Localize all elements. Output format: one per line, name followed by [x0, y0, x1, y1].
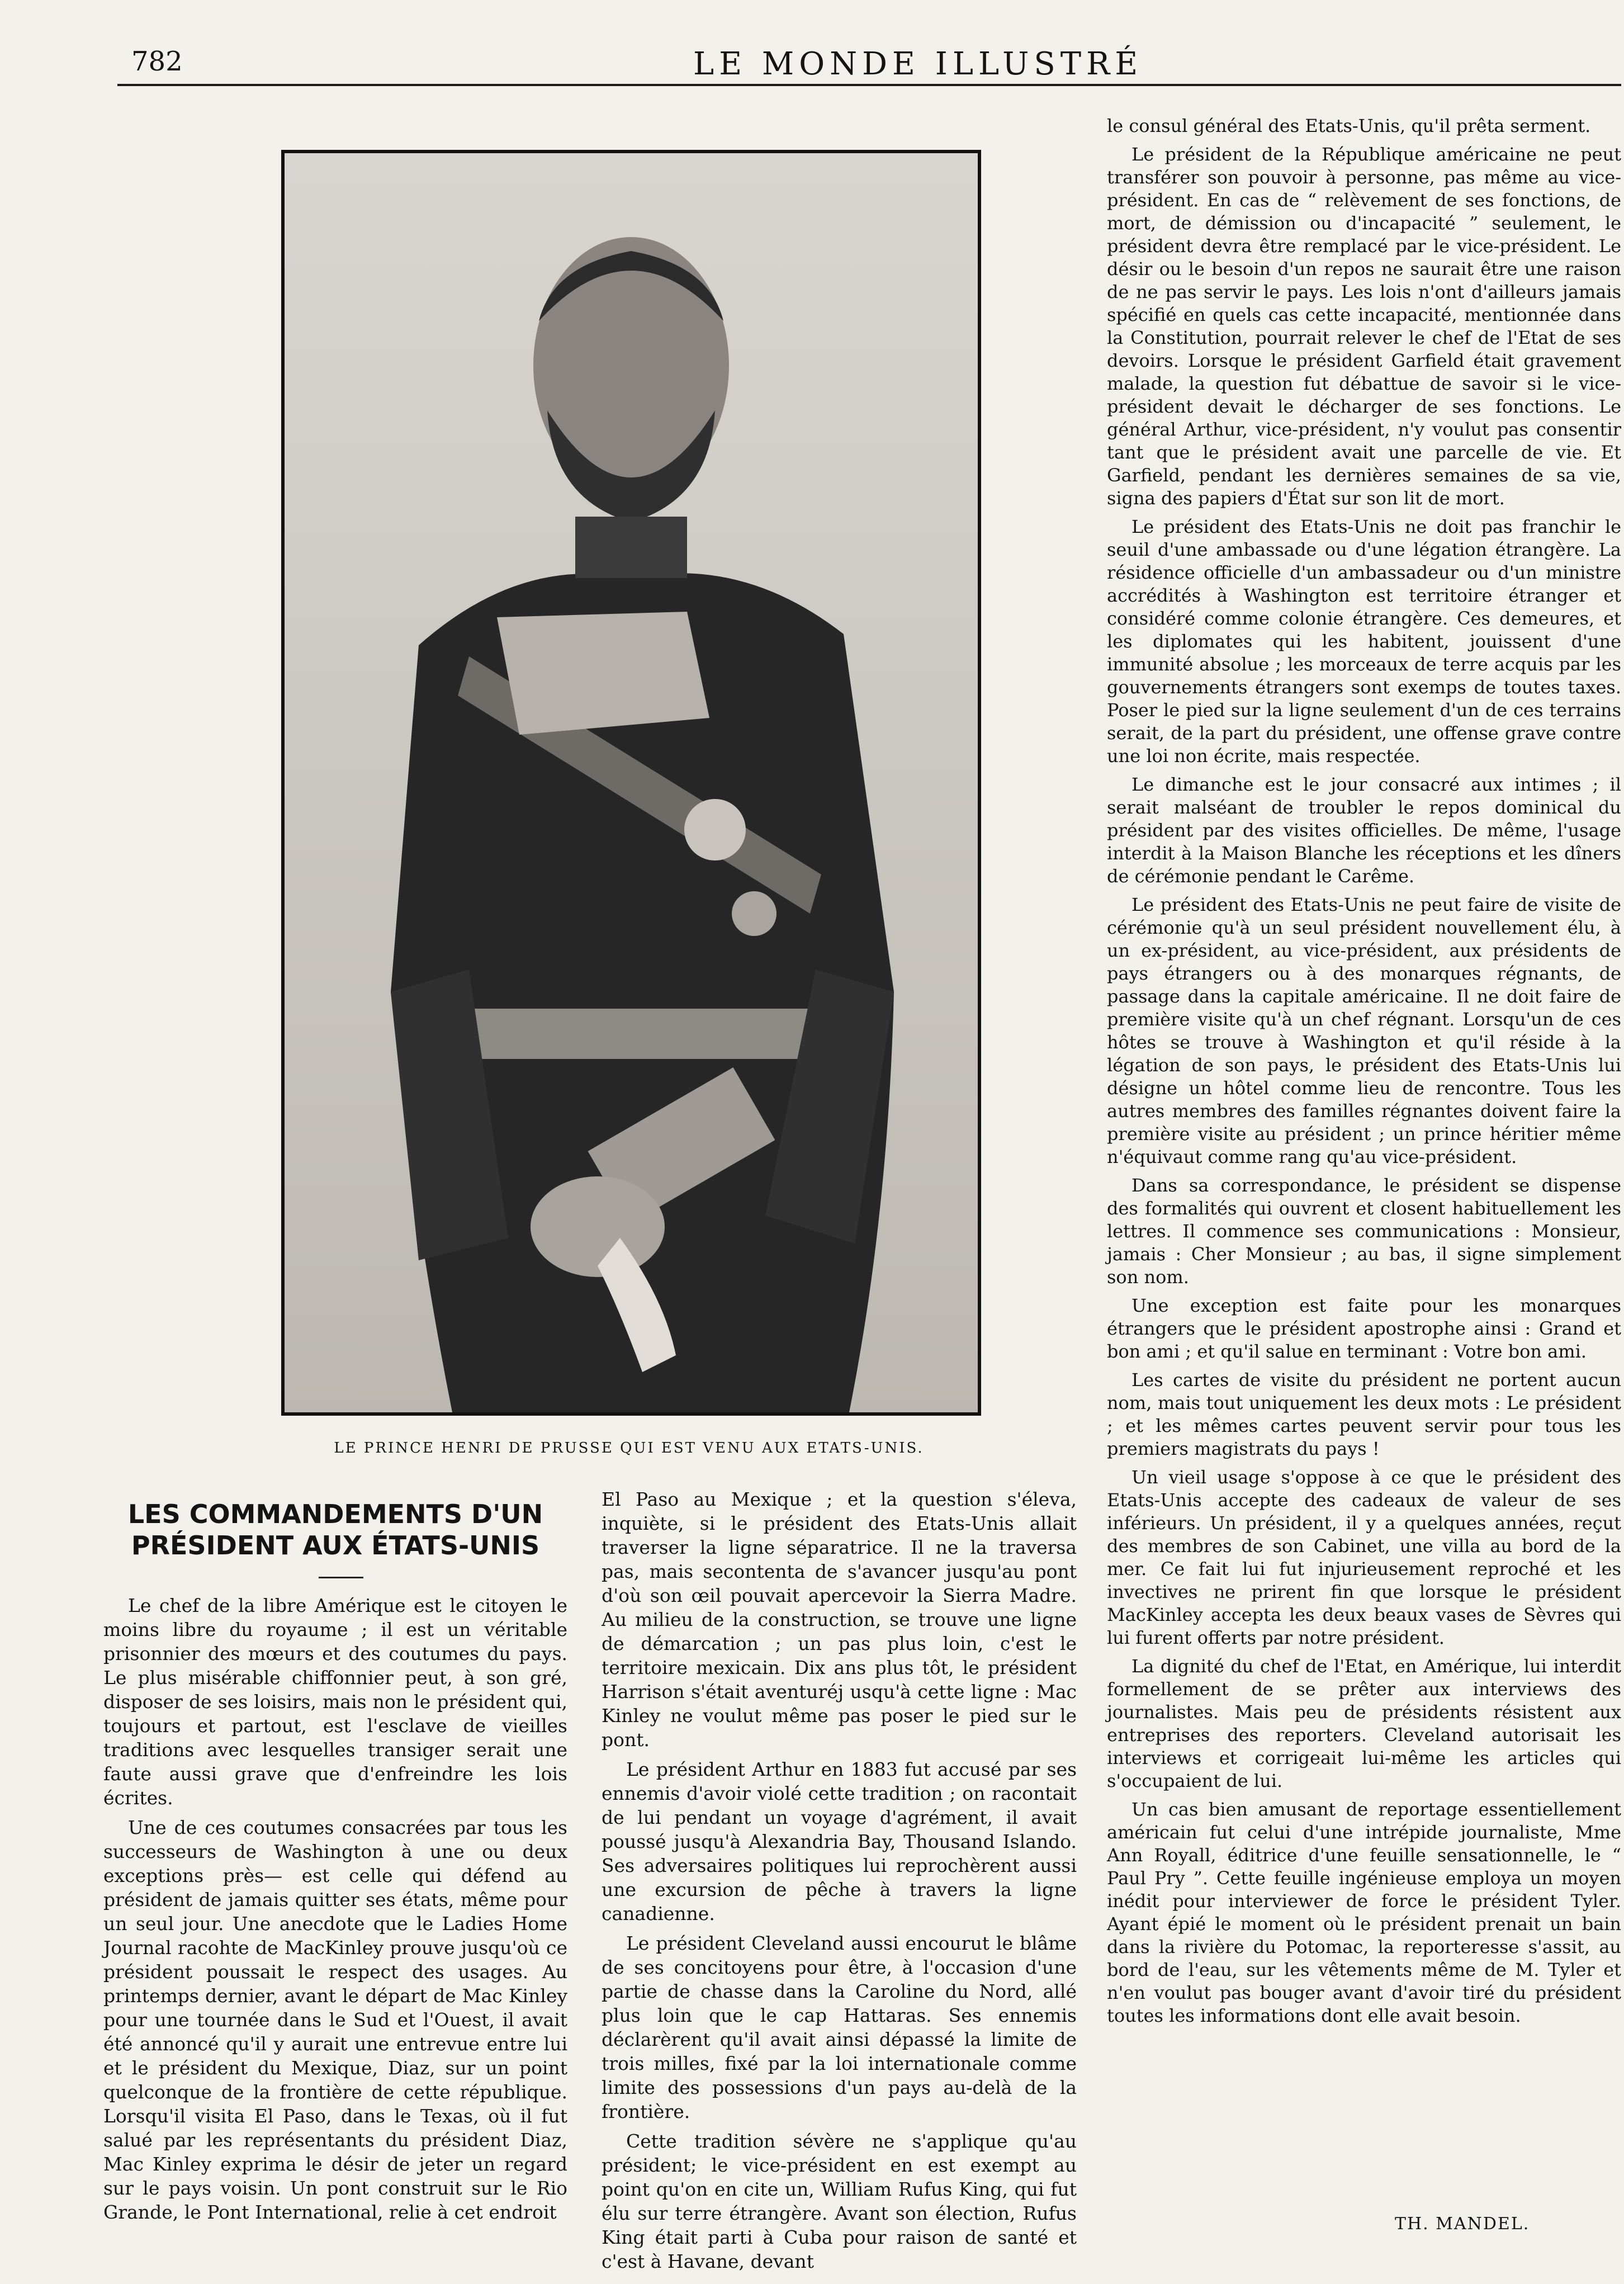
- portrait-photograph: [281, 150, 981, 1416]
- paragraph: Le président des Etats-Unis ne peut faire de visite de cérémonie qu'à un seul président nouvellement élu, à un ex-président, au vice-président, aux présidents de pays étrangers ou à des monarques régnants, de passage dans la capitale américaine. Il ne doit faire de première visite qu'à un chef régnant. Lorsqu'un de ces hôtes se trouve à Washington et qu'il réside à la légation de son pays, le président des Etats-Unis lui désigne un hôtel comme lieu de rencontre. Tous les autres membres des familles régnantes doivent faire la première visite au président ; un prince héritier même n'équivaut comme rang qu'au vice-président.: [1107, 894, 1621, 1167]
- text-column-left: [103, 1593, 567, 2230]
- paragraph: Le président Arthur en 1883 fut accusé par ses ennemis d'avoir violé cette tradition ; on racontait de lui pendant un voyage d'agrément, il avait poussé jusqu'à Alexandria Bay, Thousand Islando. Ses adversaires politiques lui reprochèrent aussi une excursion de pêche à travers la ligne canadienne.: [602, 1758, 1077, 1924]
- paragraph: Cette tradition sévère ne s'applique qu'au président; le vice-président en est exempt au point qu'on en cite un, William Rufus King, qui fut élu sur terre étrangère. Avant son élection, Rufus King était parti à Cuba pour raison de santé et c'est à Havane, devant: [602, 2130, 1077, 2272]
- text-column-right: [1107, 115, 1621, 2033]
- title-divider: [319, 1577, 363, 1578]
- photo-caption: LE PRINCE HENRI DE PRUSSE QUI EST VENU AUX ETATS-UNIS.: [334, 1440, 924, 1457]
- paragraph: le consul général des Etats-Unis, qu'il prêta serment.: [1107, 115, 1591, 136]
- paragraph: Le président Cleveland aussi encourut le blâme de ses concitoyens pour être, à l'occasion d'une partie de chasse dans la Caroline du Nord, allé plus loin que le cap Hattaras. Ses ennemis déclarèrent qu'il avait ainsi dépassé la limite de trois milles, fixé par la loi internationale comme limite des possessions d'un pays au-delà de la frontière.: [602, 1932, 1077, 2122]
- paragraph: El Paso au Mexique ; et la question s'éleva, inquiète, si le président des Etats-Unis allait traverser la ligne séparatrice. Il ne la traversa pas, mais secontenta de s'avancer jusqu'au pont d'où son œil pouvait apercevoir la Sierra Madre. Au milieu de la construction, se trouve une ligne de démarcation ; un pas plus loin, c'est le territoire mexicain. Dix ans plus tôt, le président Harrison s'était aventuréj usqu'à cette ligne : Mac Kinley ne voulut même pas poser le pied sur le pont.: [602, 1488, 1077, 1751]
- paragraph: Les cartes de visite du président ne portent aucun nom, mais tout uniquement les deux mots : Le président ; et les mêmes cartes peuvent servir pour tous les premiers magistrats du pays !: [1107, 1369, 1621, 1459]
- text-column-middle: [602, 1487, 1077, 2279]
- paragraph: Dans sa correspondance, le président se dispense des formalités qui ouvrent et closent habituellement les lettres. Il commence ses communications : Monsieur, jamais : Cher Monsieur ; au bas, il signe simplement son nom.: [1107, 1175, 1621, 1288]
- journal-title: LE MONDE ILLUSTRÉ: [693, 46, 1143, 82]
- portrait-image: [285, 153, 978, 1412]
- paragraph: Une exception est faite pour les monarques étrangers que le président apostrophe ainsi : Grand et bon ami ; et qu'il salue en terminant : Votre bon ami.: [1107, 1295, 1621, 1362]
- paragraph: Le dimanche est le jour consacré aux intimes ; il serait malséant de troubler le repos dominical du président par des visites officielles. De même, l'usage interdit à la Maison Blanche les réceptions et les dîners de cérémonie pendant le Carême.: [1107, 774, 1621, 887]
- paragraph: Le président des Etats-Unis ne doit pas franchir le seuil d'une ambassade ou d'une légation étrangère. La résidence officielle d'un ambassadeur ou d'un ministre accrédités à Washington est territoire étranger et considéré comme colonie étrangère. Ces demeures, et les diplomates qui les habitent, jouissent d'une immunité absolue ; les morceaux de terre acquis par les gouvernements étrangers sont exemps de toutes taxes. Poser le pied sur la ligne seulement d'un de ces terrains serait, de la part du président, une offense grave contre une loi non écrite, mais respectée.: [1107, 516, 1621, 767]
- paragraph: La dignité du chef de l'Etat, en Amérique, lui interdit formellement de se prêter aux interviews des journalistes. Mais peu de présidents résistent aux entreprises des reporters. Cleveland autorisait les interviews et corrigeait lui-même les articles qui s'occupaient de lui.: [1107, 1656, 1621, 1791]
- header-rule: [117, 84, 1621, 86]
- paragraph: Le chef de la libre Amérique est le citoyen le moins libre du royaume ; il est un véritable prisonnier des mœurs et des coutumes du pays. Le plus misérable chiffonnier peut, à son gré, disposer de ses loisirs, mais non le président qui, toujours et partout, est l'esclave de vieilles traditions avec lesquelles transiger serait une faute aussi grave que d'enfreindre les lois écrites.: [103, 1595, 567, 1809]
- page-number: 782: [131, 46, 183, 77]
- article-title: LES COMMANDEMENTS D'UN PRÉSIDENT AUX ÉTATS-UNIS: [127, 1499, 543, 1561]
- paragraph: Un cas bien amusant de reportage essentiellement américain fut celui d'une intrépide journaliste, Mme Ann Royall, éditrice d'une feuille sensationnelle, le “ Paul Pry ”. Cette feuille ingénieuse employa un moyen inédit pour interviewer de force le président Tyler. Ayant épié le moment où le président prenait un bain dans la rivière du Potomac, la reporteresse s'assit, au bord de l'eau, sur les vêtements même de M. Tyler et n'en voulut pas bouger avant d'avoir tiré du président toutes les informations dont elle avait besoin.: [1107, 1799, 1621, 2026]
- signature-text: TH. MANDEL.: [1395, 2214, 1530, 2234]
- paragraph: Une de ces coutumes consacrées par tous les successeurs de Washington à une ou deux exceptions près— est celle qui défend au président de jamais quitter ses états, même pour un seul jour. Une anecdote que le Ladies Home Journal racohte de MacKinley prouve jusqu'où ce président poussait le respect des usages. Au printemps dernier, avant le départ de Mac Kinley pour une tournée dans le Sud et l'Ouest, il avait été annoncé qu'il y aurait une entrevue entre lui et le président du Mexique, Diaz, sur un point quelconque de la frontière de cette république. Lorsqu'il visita El Paso, dans le Texas, où il fut salué par les représentants du président Diaz, Mac Kinley exprima le désir de jeter un regard sur le pays voisin. Un pont construit sur le Rio Grande, le Pont International, relie à cet endroit: [103, 1817, 567, 2223]
- page-header: [0, 0, 1624, 89]
- paragraph: Un vieil usage s'oppose à ce que le président des Etats-Unis accepte des cadeaux de valeur de ses inférieurs. Un président, il y a quelques années, reçut des membres de son Cabinet, une villa au bord de la mer. Ce fait lui fut injurieusement reproché et les invectives ne prirent fin que lorsque le président MacKinley accepta les deux beaux vases de Sèvres qui lui furent offerts par notre président.: [1107, 1467, 1621, 1648]
- author-signature: [1395, 2214, 1530, 2234]
- paragraph: Le président de la République américaine ne peut transférer son pouvoir à personne, pas même au vice-président. En cas de “ relèvement de ses fonctions, de mort, de démission ou d'incapacité ” seulement, le président devra être remplacé par le vice-président. Le désir ou le besoin d'un repos ne saurait être une raison de ne pas servir le pays. Les lois n'ont d'ailleurs jamais spécifié en quels cas cette incapacité, mentionnée dans la Constitution, pourrait relever le chef de l'Etat de ses devoirs. Lorsque le président Garfield était gravement malade, la question fut débattue de savoir si le vice-président devait le décharger de ses fonctions. Le général Arthur, vice-président, n'y voulut pas consentir tant que le président avait une parcelle de vie. Et Garfield, pendant les dernières semaines de sa vie, signa des papiers d'État sur son lit de mort.: [1107, 144, 1621, 509]
